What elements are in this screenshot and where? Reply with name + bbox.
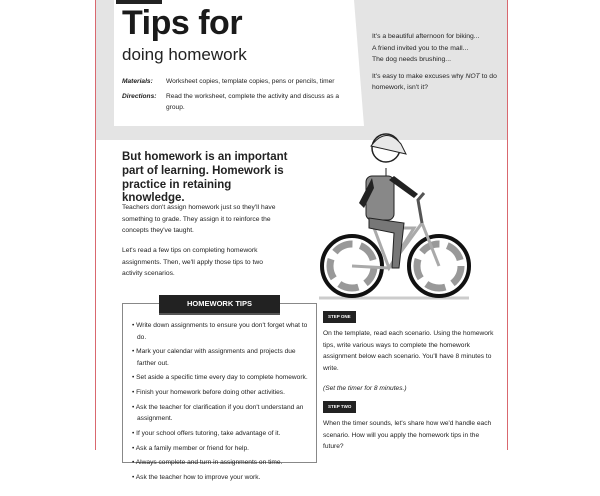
tip-item: • Mark your calendar with assignments and projects due farther out. — [132, 348, 296, 367]
tip-item: • If your school offers tutoring, take advantage of it. — [132, 429, 281, 437]
dog-extra20 — [365, 455, 480, 456]
boy-on-bike-illustration — [314, 128, 474, 300]
tip-item: • Ask the teacher how to improve your work. — [132, 474, 261, 481]
materials-row — [122, 76, 362, 87]
homework-tips-heading: HOMEWORK TIPS — [159, 295, 280, 313]
step-one-text: On the template, read each scenario. Using the homework tips, write various ways to complete the homework assignment below each scenario. You'll have 8 minutes to write. — [323, 330, 494, 372]
directions-row — [122, 91, 362, 113]
page-subtitle: doing homework — [122, 45, 247, 64]
tip-item: • Ask the teacher for clarification if you don't understand an assignment. — [132, 403, 304, 423]
step-one-label: STEP ONE — [323, 311, 356, 323]
excuse-suffix: to do homework, isn't it? — [372, 72, 497, 91]
materials-value: Worksheet copies, template copies, pens or pencils, timer — [166, 78, 335, 85]
intro-line: A friend invited you to the mall... — [372, 44, 469, 52]
materials-label: Materials: — [122, 78, 153, 85]
directions-label: Directions: — [122, 93, 157, 100]
intro-line: The dog needs brushing... — [372, 56, 451, 63]
page-title: Tips for — [122, 4, 243, 42]
excuse-prefix: It's easy to make excuses why — [372, 72, 466, 80]
tip-item: • Finish your homework before doing other activities. — [132, 389, 285, 397]
tip-item: • Write down assignments to ensure you don't forget what to do. — [132, 322, 308, 341]
step-two-text: When the timer sounds, let's share how we'd handle each scenario. How will you apply the homework tips in the future? — [323, 420, 492, 450]
excuse-emphasis: NOT — [465, 72, 480, 80]
worksheet-page — [95, 0, 508, 481]
tip-item: • Always complete and turn in assignments on time. — [132, 459, 283, 467]
dog-extra40 — [365, 458, 480, 459]
body-paragraph: Teachers don't assign homework just so they'll have something to grade. They assign it to reinforce the concepts they've taught. — [122, 204, 276, 234]
directions-value: Read the worksheet, complete the activity and discuss as a group. — [166, 93, 339, 111]
excuse-text — [372, 71, 497, 94]
intro-text — [372, 31, 497, 99]
homework-tips-list — [132, 320, 314, 487]
dog-illustration — [364, 456, 484, 496]
intro-line: It's a beautiful afternoon for biking... — [372, 33, 480, 40]
step-two-label: STEP TWO — [323, 401, 356, 413]
unused — [360, 455, 361, 456]
body-paragraph: Let's read a few tips on completing homework assignments. Then, we'll apply those tips to two activity scenarios. — [122, 247, 263, 277]
tip-item: • Set aside a specific time every day to complete homework. — [132, 374, 308, 382]
tip-item: • Ask a family member or friend for help. — [132, 444, 250, 452]
step-one-note: (Set the timer for 8 minutes.) — [323, 385, 407, 392]
dog-extra2 — [362, 456, 363, 457]
body-heading: But homework is an important part of learning. Homework is practice in retaining knowledge. — [122, 151, 288, 205]
